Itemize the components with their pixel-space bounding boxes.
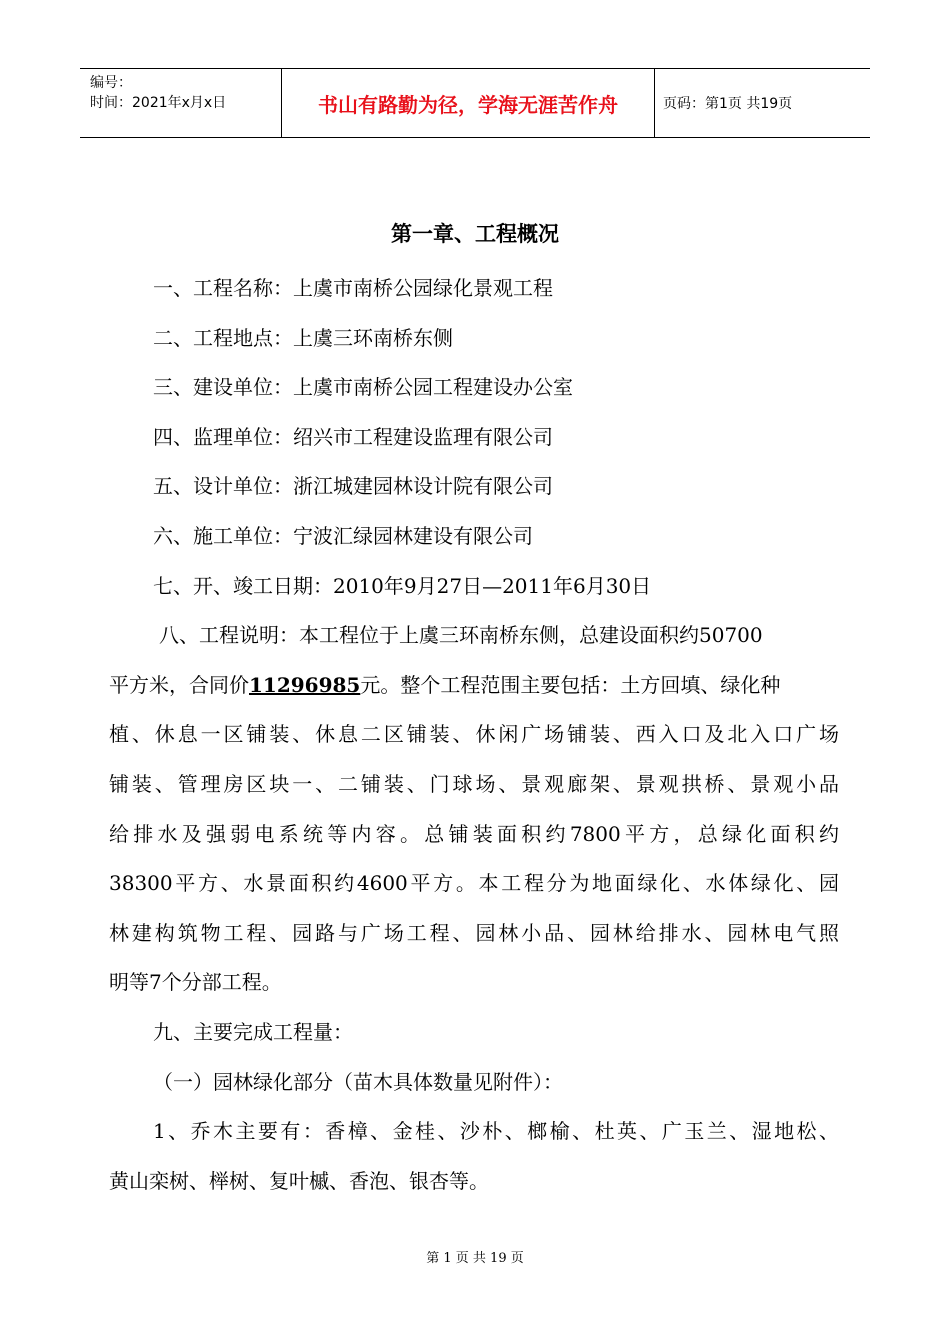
page-header (80, 68, 870, 138)
description-line (109, 661, 839, 711)
contract-price: 11296985 (249, 672, 361, 697)
quantities-heading: 九、主要完成工程量： (153, 1019, 353, 1044)
header-meta (80, 69, 282, 137)
description-line: 八、工程说明：本工程位于上虞三环南桥东侧，总建设面积约50700 (159, 623, 763, 648)
page-footer: 第 1 页 共 19 页 (426, 1251, 524, 1266)
header-page-info: 页码：第1页 共19页 (663, 96, 793, 112)
item-designer: 五、设计单位：浙江城建园林设计院有限公司 (153, 474, 553, 499)
trees-line: 黄山栾树、榉树、复叶槭、香泡、银杏等。 (109, 1168, 489, 1193)
description-line: 38300平方、水景面积约4600平方。本工程分为地面绿化、水体绿化、园 (109, 871, 839, 896)
item-project-location: 二、工程地点：上虞三环南桥东侧 (153, 325, 453, 350)
item-contractor: 六、施工单位：宁波汇绿园林建设有限公司 (153, 523, 533, 548)
description-text: 平方米，合同价 (109, 672, 249, 697)
chapter-title: 第一章、工程概况 (391, 222, 559, 246)
item-supervisor: 四、监理单位：绍兴市工程建设监理有限公司 (153, 424, 553, 449)
greening-subheading: （一）园林绿化部分（苗木具体数量见附件）： (153, 1069, 563, 1094)
description-line: 铺装、管理房区块一、二铺装、门球场、景观廊架、景观拱桥、景观小品 (109, 771, 839, 796)
description-line: 明等7个分部工程。 (109, 970, 282, 995)
trees-line: 1、乔木主要有：香樟、金桂、沙朴、榔榆、杜英、广玉兰、湿地松、 (153, 1119, 839, 1144)
description-line: 给排水及强弱电系统等内容。总铺装面积约7800平方，总绿化面积约 (109, 821, 839, 846)
document-body (109, 264, 839, 1206)
header-motto: 书山有路勤为径，学海无涯苦作舟 (282, 69, 655, 137)
item-project-name: 一、工程名称：上虞市南桥公园绿化景观工程 (153, 276, 553, 300)
number-label: 编号： (90, 75, 132, 91)
item-dates: 七、开、竣工日期：2010年9月27日—2011年6月30日 (153, 573, 652, 598)
description-text: 元。整个工程范围主要包括：土方回填、绿化种 (360, 672, 781, 697)
item-builder: 三、建设单位：上虞市南桥公园工程建设办公室 (153, 375, 573, 400)
description-line: 林建构筑物工程、园路与广场工程、园林小品、园林给排水、园林电气照 (109, 920, 839, 945)
description-line: 植、休息一区铺装、休息二区铺装、休闲广场铺装、西入口及北入口广场 (109, 722, 839, 747)
date-label: 时间：2021年x月x日 (90, 95, 227, 111)
